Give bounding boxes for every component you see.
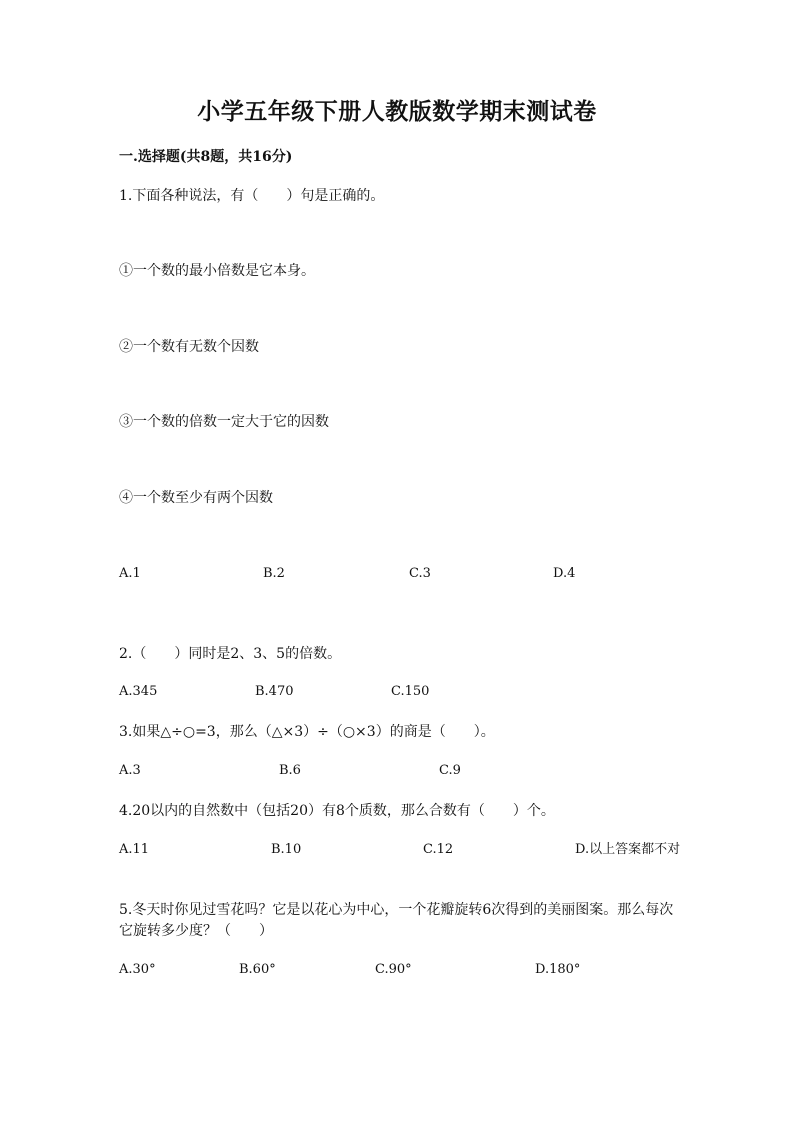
question-3-option-b: B.6 <box>279 763 301 778</box>
question-1-stem: 1.下面各种说法，有（ ）句是正确的。 <box>119 188 385 204</box>
question-1-option-a: A.1 <box>119 566 141 581</box>
question-1-option-c: C.3 <box>409 566 431 581</box>
question-1-statement-2: ②一个数有无数个因数 <box>119 339 259 355</box>
question-5-option-b: B.60° <box>239 962 276 977</box>
question-2-stem: 2.（ ）同时是2、3、5的倍数。 <box>119 646 342 662</box>
question-5-option-c: C.90° <box>375 962 412 977</box>
question-2-option-c: C.150 <box>391 684 430 699</box>
question-5-stem: 5.冬天时你见过雪花吗？它是以花心为中心，一个花瓣旋转6次得到的美丽图案。那么每次它旋转多少度？（ ） <box>119 902 674 939</box>
question-5-option-a: A.30° <box>119 962 156 977</box>
question-4-option-d: D.以上答案都不对 <box>575 842 681 857</box>
question-5-option-d: D.180° <box>535 962 581 977</box>
question-2-option-a: A.345 <box>119 684 158 699</box>
question-1-option-b: B.2 <box>263 566 285 581</box>
section-heading: 一.选择题(共8题，共16分) <box>119 149 293 165</box>
question-4-option-b: B.10 <box>271 842 302 857</box>
question-3-option-a: A.3 <box>119 763 141 778</box>
question-1-statement-4: ④一个数至少有两个因数 <box>119 490 273 506</box>
question-2-option-b: B.470 <box>255 684 294 699</box>
question-1-statement-3: ③一个数的倍数一定大于它的因数 <box>119 414 329 430</box>
question-4-stem: 4.20以内的自然数中（包括20）有8个质数，那么合数有（ ）个。 <box>119 803 555 819</box>
question-3-stem: 3.如果△÷○=3，那么（△×3）÷（○×3）的商是（ ）。 <box>119 724 495 740</box>
question-3-option-c: C.9 <box>439 763 461 778</box>
question-1-statement-1: ①一个数的最小倍数是它本身。 <box>119 263 315 279</box>
question-4-option-a: A.11 <box>119 842 150 857</box>
question-1-option-d: D.4 <box>553 566 576 581</box>
question-4-option-c: C.12 <box>423 842 454 857</box>
page-title: 小学五年级下册人教版数学期末测试卷 <box>197 98 597 125</box>
